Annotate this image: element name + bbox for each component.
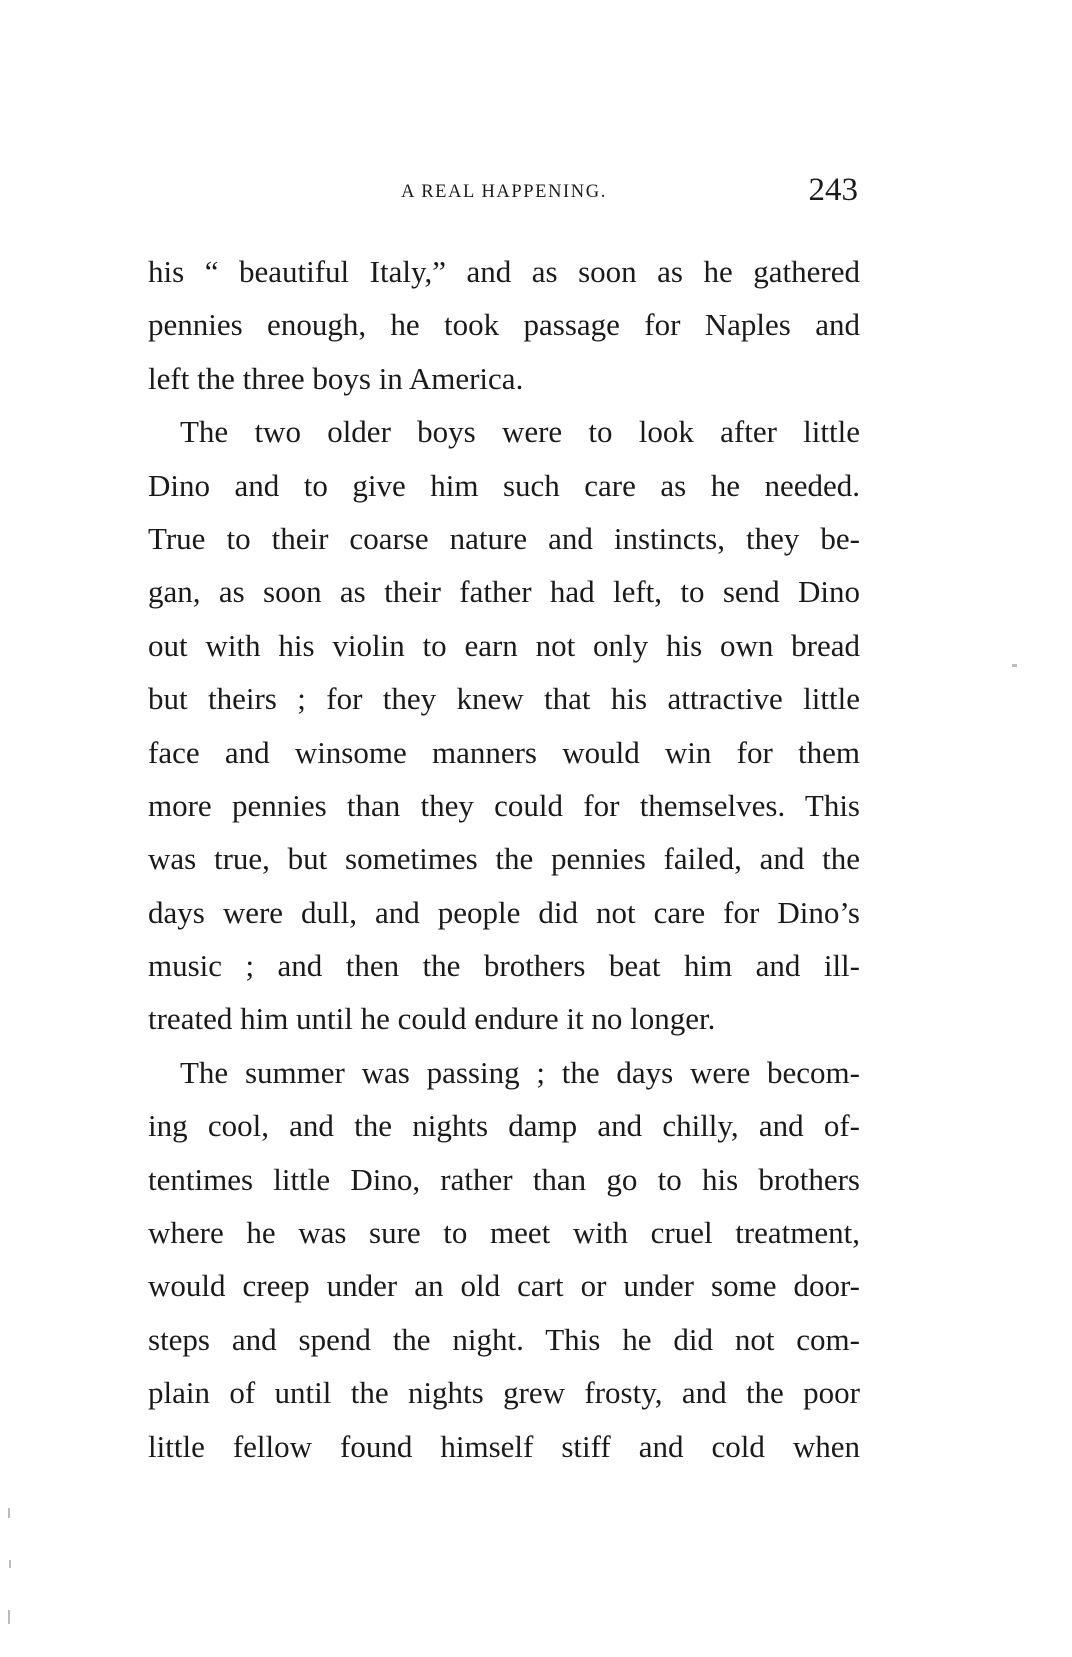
text-line: his “ beautiful Italy,” and as soon as he gathered	[148, 254, 860, 289]
text-line: days were dull, and people did not care for Dino’s	[148, 894, 860, 930]
text-line: gan, as soon as their father had left, to send Dino	[148, 574, 860, 610]
text-line: treated him until he could endure it no longer.	[148, 1001, 716, 1037]
text-line: out with his violin to earn not only his own bread	[148, 627, 860, 663]
page-number: 243	[808, 172, 858, 208]
text-line: where he was sure to meet with cruel treatment,	[148, 1215, 860, 1251]
text-line: plain of until the nights grew frosty, and the poor	[148, 1375, 860, 1411]
text-line: would creep under an old cart or under some door-	[148, 1268, 860, 1304]
text-line: little fellow found himself stiff and cold when	[148, 1428, 860, 1464]
text-line: was true, but sometimes the pennies failed, and the	[148, 841, 860, 877]
scan-speck	[8, 1610, 10, 1624]
scan-speck	[9, 1560, 11, 1568]
text-line: tentimes little Dino, rather than go to his brothers	[148, 1161, 860, 1197]
text-line: ing cool, and the nights damp and chilly, and of-	[148, 1108, 860, 1144]
text-line: steps and spend the night. This he did not com-	[148, 1321, 860, 1357]
body-text	[148, 245, 860, 1473]
text-line: True to their coarse nature and instincts, they be-	[148, 520, 860, 556]
text-line: The two older boys were to look after little	[180, 414, 860, 450]
text-line: music ; and then the brothers beat him and ill-	[148, 948, 860, 984]
scan-speck	[8, 1508, 10, 1518]
text-line: face and winsome manners would win for them	[148, 734, 860, 770]
running-head	[148, 172, 860, 216]
text-line: left the three boys in America.	[148, 360, 524, 396]
text-line: pennies enough, he took passage for Naples and	[148, 307, 860, 343]
running-title: A REAL HAPPENING.	[401, 182, 607, 202]
text-line: but theirs ; for they knew that his attractive little	[148, 681, 860, 717]
text-line: Dino and to give him such care as he needed.	[148, 467, 860, 503]
scan-speck	[1012, 664, 1017, 667]
text-line: more pennies than they could for themselves. This	[148, 787, 860, 823]
text-line: The summer was passing ; the days were becom-	[180, 1054, 860, 1090]
